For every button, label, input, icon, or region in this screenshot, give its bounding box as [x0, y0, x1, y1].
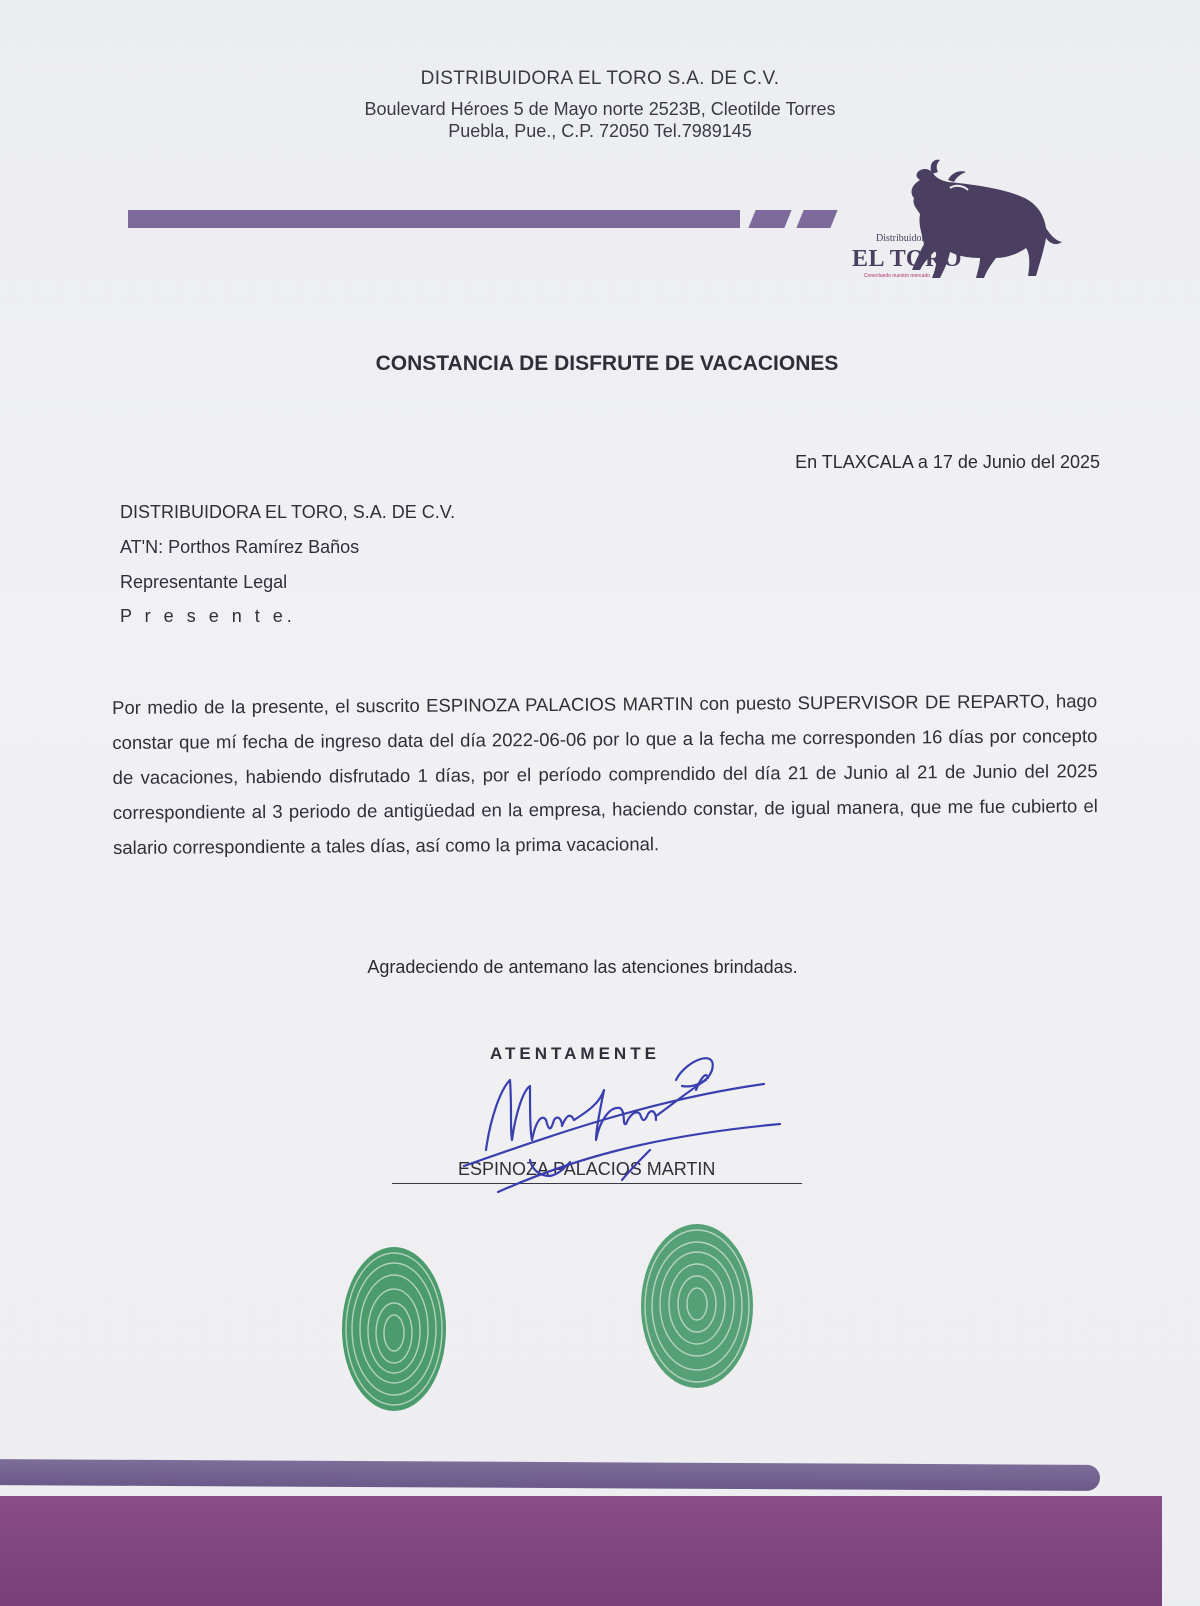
handwritten-signature [450, 1050, 810, 1220]
recipient-attn: AT'N: Porthos Ramírez Baños [120, 537, 360, 557]
header-bar-segment [748, 210, 791, 228]
body-paragraph: Por medio de la presente, el suscrito ESPINOZA PALACIOS MARTIN con puesto SUPERVISOR DE REPARTO, hago constar que mí fecha de ingreso data del día 2022-06-06 por lo que a la fecha me corresponden 16 días por concepto de vacaciones, habiendo disfrutado 1 días, por el período comprendido del día 21 de Junio al 21 de Junio del 2025 correspondiente al 3 periodo de antigüedad en la empresa, haciendo constar, de igual manera, que me fue cubierto el salario correspondiente a tales días, así como la prima vacacional. [112, 690, 1098, 858]
logo-small-text: Distribuidora [876, 233, 930, 244]
signer-name: ESPINOZA PALACIOS MARTIN [458, 1159, 716, 1179]
logo-tagline: Conectando nuestro mercado [864, 273, 930, 279]
logo-brand-text: EL TORO [852, 246, 962, 272]
recipient-company: DISTRIBUIDORA EL TORO, S.A. DE C.V. [120, 502, 456, 522]
fingerprint-right [636, 1220, 758, 1390]
recipient-presente: P r e s e n t e. [120, 606, 296, 626]
footer-bar-purple [0, 1459, 1100, 1491]
company-address-line1: Boulevard Héroes 5 de Mayo norte 2523B, Cleotilde Torres [364, 99, 836, 119]
fingerprint-left [338, 1243, 450, 1413]
company-address-line2: Puebla, Pue., C.P. 72050 Tel.7989145 [448, 121, 752, 141]
date-line: En TLAXCALA a 17 de Junio del 2025 [795, 452, 1100, 472]
company-name: DISTRIBUIDORA EL TORO S.A. DE C.V. [420, 68, 780, 89]
closing-text: ATENTAMENTE [490, 1044, 660, 1063]
document-title: CONSTANCIA DE DISFRUTE DE VACACIONES [375, 352, 839, 375]
header-bar [128, 210, 740, 228]
thanks-line: Agradeciendo de antemano las atenciones brindadas. [367, 957, 798, 977]
header-bar-segment [796, 210, 837, 228]
recipient-role: Representante Legal [120, 572, 288, 592]
footer-bar-magenta [0, 1496, 1162, 1606]
